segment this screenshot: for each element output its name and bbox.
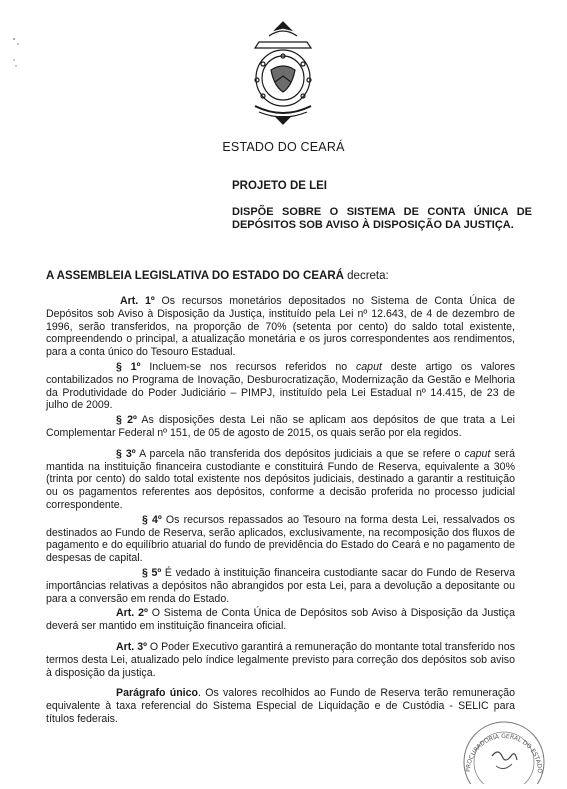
paragraph-text: É vedado à instituição financeira custodiante sacar do Fundo de Reserva importâncias relativas a depósitos não abrangidos por esta Lei, para a devolução a depositante ou para a conversão em renda do Estado. [46, 566, 515, 605]
svg-text:PROCURADORIA GERAL DO ESTADO [465, 733, 543, 774]
article-1 [46, 295, 515, 359]
paragraph-text: A parcela não transferida dos depósitos judiciais a que se refere o [135, 447, 465, 460]
article-heading: Art. 3º [116, 640, 147, 653]
paragraph-text: Incluem-se nos recursos referidos no [140, 360, 356, 373]
enacting-clause [46, 270, 389, 282]
state-name-heading: ESTADO DO CEARÁ [222, 140, 345, 154]
paragraph-heading: § 4º [142, 513, 162, 526]
scan-speck-marks [4, 36, 24, 76]
paragraph-text: Os recursos repassados ao Tesouro na forma desta Lei, ressalvados os destinados ao Fundo de Reserva, serão aplicados, exclusivamente, na recomposição dos fluxos de pagamento e do equilíbrio atuarial do fundo de previdência do Estado do Ceará e no pagamento de despesas de capital. [46, 513, 515, 565]
sole-paragraph [46, 687, 515, 725]
paragraph-text-italic: caput [464, 447, 491, 460]
bill-label: PROJETO DE LEI [232, 180, 328, 192]
paragraph-1 [46, 361, 515, 412]
article-text: O Poder Executivo garantirá a remuneração do montante total transferido nos termos desta Lei, atualizado pelo índice legalmente previsto para correção dos depósitos sob aviso à disposição da justiça. [46, 640, 515, 679]
paragraph-3 [46, 448, 515, 512]
ceara-coat-of-arms-icon [245, 18, 321, 128]
paragraph-heading: § 1º [116, 360, 141, 373]
paragraph-text-italic: caput [355, 360, 382, 373]
enacting-clause-verb: decreta: [343, 270, 389, 282]
paragraph-heading: § 2º [116, 414, 137, 427]
official-stamp-icon [456, 718, 548, 784]
article-text: Os recursos monetários depositados no Sistema de Conta Única de Depósitos sob Aviso à Disposição da Justiça, instituído pela Lei nº 12.643, de 4 de dezembro de 1996, serão transferidos, na proporção de 70% (setenta por cento) do saldo total existente, compreendendo o principal, a atualização monetária e os juros correspondentes aos rendimentos, para a conta único do Tesouro Estadual. [46, 295, 515, 359]
paragraph-4 [46, 514, 515, 565]
bill-body [46, 295, 515, 728]
paragraph-text: deste artigo os valores contabilizados no Programa de Inovação, Desburocratização, Modernização da Gestão e Melhoria da Produtividade do Poder Judiciário – PIMPJ, instituído pela Lei Estadual nº 14.415, de 23 de julho de 2009. [46, 360, 515, 412]
article-heading: Art. 1º [120, 295, 155, 307]
stamp-text: PROCURADORIA GERAL DO ESTADO [464, 732, 544, 774]
paragraph-text: . Os valores recolhidos ao Fundo de Reserva terão remuneração equivalente à taxa referencial do Sistema Especial de Liquidação e de Custódia - SELIC para títulos federais. [46, 687, 515, 725]
paragraph-heading: § 3º [116, 447, 136, 460]
bill-summary: DISPÕE SOBRE O SISTEMA DE CONTA ÚNICA DE DEPÓSITOS SOB AVISO À DISPOSIÇÃO DA JUSTIÇA. [232, 206, 532, 231]
paragraph-heading: Parágrafo único [116, 687, 198, 700]
paragraph-2 [46, 414, 515, 440]
enacting-clause-body: A ASSEMBLEIA LEGISLATIVA DO ESTADO DO CEARÁ [46, 270, 344, 282]
paragraph-heading: § 5º [142, 566, 162, 579]
paragraph-text: será mantida na instituição financeira custodiante e constituirá Fundo de Reserva, equivalente a 30% (trinta por cento) do saldo total existente nos depósitos judiciais, destinado a garantir a restituição ou os pagamentos referentes aos depósitos, conforme a decisão proferida no processo judicial correspondente. [46, 447, 515, 511]
paragraph-text: As disposições desta Lei não se aplicam aos depósitos de que trata a Lei Complementar Federal nº 151, de 05 de agosto de 2015, os quais serão por ela regidos. [46, 414, 515, 439]
article-3 [46, 641, 515, 679]
article-heading: Art. 2º [116, 607, 148, 620]
article-text: O Sistema de Conta Única de Depósitos sob Aviso à Disposição da Justiça deverá ser mantido em instituição financeira oficial. [46, 607, 515, 633]
article-2 [46, 607, 515, 633]
paragraph-5 [46, 567, 515, 605]
